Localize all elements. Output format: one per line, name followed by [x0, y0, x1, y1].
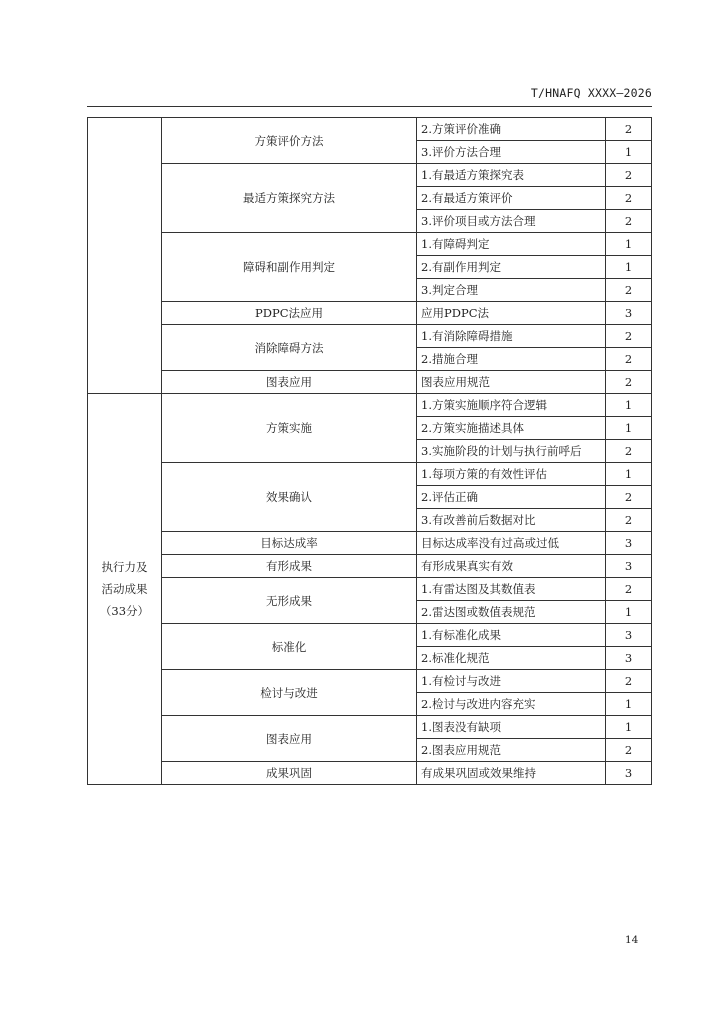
criterion-cell: 2.雷达图或数值表规范 [417, 601, 606, 624]
score-cell: 1 [606, 141, 652, 164]
table-row [88, 118, 652, 141]
criterion-cell: 2.有最适方策评价 [417, 187, 606, 210]
score-cell: 3 [606, 302, 652, 325]
score-cell: 2 [606, 187, 652, 210]
item-name-cell: 障碍和副作用判定 [162, 233, 417, 302]
score-cell: 1 [606, 601, 652, 624]
table-row [88, 302, 652, 325]
table-row [88, 394, 652, 417]
score-cell: 2 [606, 670, 652, 693]
criterion-cell: 3.有改善前后数据对比 [417, 509, 606, 532]
table-row [88, 670, 652, 693]
criterion-cell: 3.评价方法合理 [417, 141, 606, 164]
score-cell: 2 [606, 210, 652, 233]
criterion-cell: 2.标准化规范 [417, 647, 606, 670]
criterion-cell: 2.方策实施描述具体 [417, 417, 606, 440]
criterion-cell: 图表应用规范 [417, 371, 606, 394]
criterion-cell: 1.有最适方策探究表 [417, 164, 606, 187]
document-header [0, 86, 720, 106]
score-cell: 3 [606, 624, 652, 647]
item-name-cell: 图表应用 [162, 371, 417, 394]
table-row [88, 164, 652, 187]
score-cell: 1 [606, 716, 652, 739]
item-name-cell: 方策评价方法 [162, 118, 417, 164]
table-row [88, 762, 652, 785]
standard-code: T/HNAFQ XXXX—2026 [530, 86, 652, 100]
score-cell: 1 [606, 693, 652, 716]
criterion-cell: 1.有检讨与改进 [417, 670, 606, 693]
evaluation-table [87, 117, 652, 785]
header-rule [87, 106, 652, 107]
score-cell: 1 [606, 394, 652, 417]
criterion-cell: 有成果巩固或效果维持 [417, 762, 606, 785]
score-cell: 2 [606, 509, 652, 532]
criterion-cell: 1.图表没有缺项 [417, 716, 606, 739]
item-name-cell: PDPC法应用 [162, 302, 417, 325]
table-row [88, 624, 652, 647]
item-name-cell: 成果巩固 [162, 762, 417, 785]
item-name-cell: 最适方策探究方法 [162, 164, 417, 233]
table-row [88, 325, 652, 348]
criterion-cell: 1.方策实施顺序符合逻辑 [417, 394, 606, 417]
score-cell: 2 [606, 348, 652, 371]
score-cell: 3 [606, 532, 652, 555]
evaluation-table-body [88, 118, 652, 785]
table-row [88, 233, 652, 256]
criterion-cell: 2.图表应用规范 [417, 739, 606, 762]
score-cell: 2 [606, 739, 652, 762]
score-cell: 2 [606, 578, 652, 601]
table-row [88, 716, 652, 739]
item-name-cell: 标准化 [162, 624, 417, 670]
criterion-cell: 3.实施阶段的计划与执行前呼后 [417, 440, 606, 463]
score-cell: 1 [606, 463, 652, 486]
criterion-cell: 1.有障碍判定 [417, 233, 606, 256]
table-row [88, 555, 652, 578]
criterion-cell: 2.检讨与改进内容充实 [417, 693, 606, 716]
item-name-cell: 方策实施 [162, 394, 417, 463]
criterion-cell: 1.有标准化成果 [417, 624, 606, 647]
item-name-cell: 有形成果 [162, 555, 417, 578]
criterion-cell: 1.每项方策的有效性评估 [417, 463, 606, 486]
category-cell: 执行力及 活动成果 （33分） [88, 394, 162, 785]
score-cell: 2 [606, 325, 652, 348]
item-name-cell: 消除障碍方法 [162, 325, 417, 371]
score-cell: 2 [606, 279, 652, 302]
table-row [88, 532, 652, 555]
criterion-cell: 2.措施合理 [417, 348, 606, 371]
page-number: 14 [625, 934, 639, 946]
item-name-cell: 检讨与改进 [162, 670, 417, 716]
criterion-cell: 应用PDPC法 [417, 302, 606, 325]
score-cell: 2 [606, 486, 652, 509]
score-cell: 2 [606, 440, 652, 463]
criterion-cell: 有形成果真实有效 [417, 555, 606, 578]
criterion-cell: 目标达成率没有过高或过低 [417, 532, 606, 555]
item-name-cell: 目标达成率 [162, 532, 417, 555]
table-row [88, 371, 652, 394]
item-name-cell: 无形成果 [162, 578, 417, 624]
score-cell: 1 [606, 233, 652, 256]
criterion-cell: 3.评价项目或方法合理 [417, 210, 606, 233]
criterion-cell: 2.有副作用判定 [417, 256, 606, 279]
table-row [88, 463, 652, 486]
score-cell: 1 [606, 256, 652, 279]
score-cell: 1 [606, 417, 652, 440]
table-row [88, 578, 652, 601]
category-cell [88, 118, 162, 394]
score-cell: 2 [606, 371, 652, 394]
score-cell: 3 [606, 647, 652, 670]
criterion-cell: 2.评估正确 [417, 486, 606, 509]
score-cell: 3 [606, 555, 652, 578]
criterion-cell: 3.判定合理 [417, 279, 606, 302]
score-cell: 2 [606, 164, 652, 187]
item-name-cell: 效果确认 [162, 463, 417, 532]
criterion-cell: 2.方策评价准确 [417, 118, 606, 141]
criterion-cell: 1.有雷达图及其数值表 [417, 578, 606, 601]
item-name-cell: 图表应用 [162, 716, 417, 762]
score-cell: 2 [606, 118, 652, 141]
score-cell: 3 [606, 762, 652, 785]
criterion-cell: 1.有消除障碍措施 [417, 325, 606, 348]
